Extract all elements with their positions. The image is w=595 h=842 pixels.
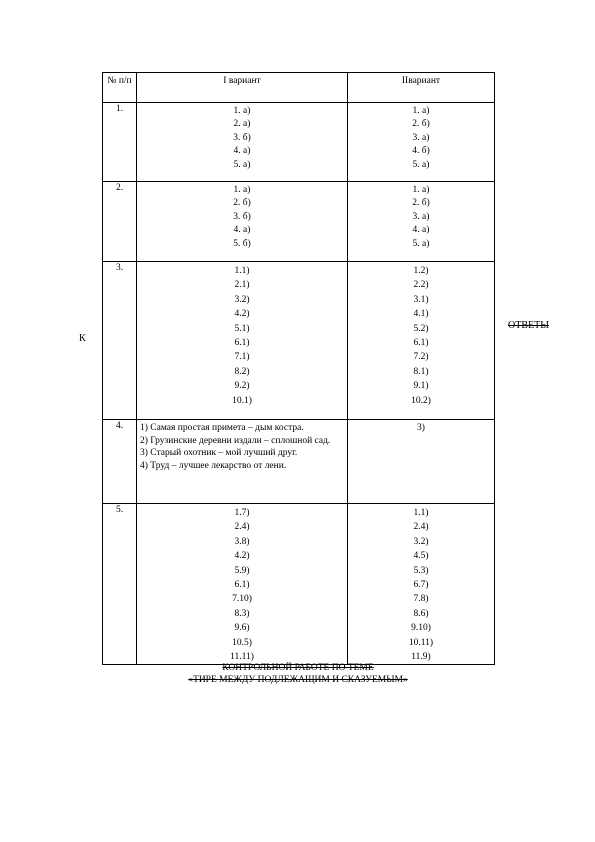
answer-item: 7.8) <box>413 594 429 605</box>
answer-item: 4. а) <box>233 146 251 157</box>
answer-item: 5. а) <box>233 159 251 170</box>
variant-2-cell <box>348 262 495 420</box>
answer-item: 2. а) <box>233 119 251 130</box>
answer-item: 1. а) <box>233 185 251 195</box>
answer-item: 1. а) <box>412 185 430 195</box>
sentence-item: 3) Старый охотник – мой лучший друг. <box>140 448 298 459</box>
answer-item: 5.1) <box>234 323 250 334</box>
answer-item: 11.9) <box>411 652 431 663</box>
answer-item: 6.7) <box>413 580 429 591</box>
answer-item: 2.4) <box>234 522 250 533</box>
answer-item: 3.1) <box>413 294 429 305</box>
answer-item: 11.11) <box>230 652 254 663</box>
answer-item: 5. а) <box>412 159 430 170</box>
answer-item: 7.1) <box>234 352 250 363</box>
answer-item: 4. б) <box>412 146 430 157</box>
answer-item: 5. б) <box>233 238 251 249</box>
answer-item: 3. б) <box>233 132 251 143</box>
answer-item: 10.2) <box>411 395 431 406</box>
variant-1-cell <box>137 262 348 420</box>
answer-item: 7.10) <box>232 594 252 605</box>
answer-item: 4. а) <box>412 225 430 236</box>
variant-1-cell <box>137 182 348 262</box>
answer-item: 5. а) <box>412 238 430 249</box>
answer-item: 4.2) <box>234 309 250 320</box>
answer-item: 3.8) <box>234 536 250 547</box>
answer-item: 1. а) <box>233 106 251 116</box>
answer-item: 9.1) <box>413 381 429 392</box>
sentence-item: 2) Грузинские деревни издали – сплошной сад. <box>140 435 331 446</box>
answer-item: 5.3) <box>413 565 429 576</box>
answer-item: 2. б) <box>412 198 430 209</box>
table-row <box>103 262 495 420</box>
answer-item: 5.2) <box>413 323 429 334</box>
table-row <box>103 182 495 262</box>
answer-item: 6.1) <box>234 338 250 349</box>
answer-item: 10.11) <box>408 637 434 648</box>
answer-item: 8.6) <box>413 608 429 619</box>
answer-item: 2.4) <box>413 522 429 533</box>
answer-list <box>348 182 494 251</box>
side-letter: К <box>79 333 86 344</box>
answer-item: 2. б) <box>233 198 251 209</box>
answer-item: 5.9) <box>234 565 250 576</box>
answer-item: 9.10) <box>411 623 431 634</box>
header-variant-2: IIвариант <box>348 73 495 103</box>
answer-list <box>137 262 347 408</box>
answer-item: 2. б) <box>412 119 430 130</box>
answer-item: 3. б) <box>233 211 251 222</box>
row-number: 5. <box>103 504 137 665</box>
answer-list <box>137 103 347 172</box>
answer-item: 3. а) <box>412 211 430 222</box>
answers-title: ОТВЕТЫ <box>508 320 549 331</box>
footer-line-1: КОНТРОЛЬНОЙ РАБОТЕ ПО ТЕМЕ <box>222 663 374 673</box>
header-number: № п/п <box>103 73 137 103</box>
answer-list <box>348 504 494 664</box>
variant-1-cell <box>137 420 348 504</box>
variant-2-cell <box>348 182 495 262</box>
answer-item: 3) <box>417 423 425 433</box>
answer-item: 1.1) <box>234 266 250 276</box>
sentence-item: 4) Труд – лучшее лекарство от лени. <box>140 460 287 471</box>
answer-item: 9.2) <box>234 381 250 392</box>
answer-item: 8.2) <box>234 366 250 377</box>
answer-list <box>348 103 494 172</box>
table-row <box>103 504 495 665</box>
answer-item: 3. а) <box>412 132 430 143</box>
answer-item: 3.2) <box>413 536 429 547</box>
answer-item: 7.2) <box>413 352 429 363</box>
header-variant-1: I вариант <box>137 73 348 103</box>
row-number: 1. <box>103 103 137 182</box>
answer-item: 6.1) <box>234 580 250 591</box>
answers-table <box>102 72 495 665</box>
answer-item: 4. а) <box>233 225 251 236</box>
sentence-item: 1) Самая простая примета – дым костра. <box>140 423 304 433</box>
row-number: 4. <box>103 420 137 504</box>
table-header-row <box>103 73 495 103</box>
answer-item: 4.1) <box>413 309 429 320</box>
footer-title <box>102 662 494 686</box>
answer-list <box>348 262 494 408</box>
answer-item: 2.1) <box>234 280 250 291</box>
answer-item: 8.3) <box>234 608 250 619</box>
answer-list <box>137 504 347 664</box>
answer-item: 10.5) <box>232 637 252 648</box>
answer-item: 10.1) <box>232 395 252 406</box>
table-row <box>103 103 495 182</box>
variant-2-cell <box>348 420 495 504</box>
footer-line-2: «ТИРЕ МЕЖДУ ПОДЛЕЖАЩИМ И СКАЗУЕМЫМ» <box>188 675 408 685</box>
answer-item: 9.6) <box>234 623 250 634</box>
answer-item: 1.2) <box>413 266 429 276</box>
answer-item: 3.2) <box>234 294 250 305</box>
variant-2-cell <box>348 504 495 665</box>
answer-item: 8.1) <box>413 366 429 377</box>
answer-item: 1.7) <box>234 508 250 518</box>
row-number: 2. <box>103 182 137 262</box>
answer-item: 6.1) <box>413 338 429 349</box>
answer-item: 1. а) <box>412 106 430 116</box>
variant-1-cell <box>137 504 348 665</box>
answer-list <box>137 182 347 251</box>
answer-item: 4.2) <box>234 551 250 562</box>
answer-item: 2.2) <box>413 280 429 291</box>
variant-1-cell <box>137 103 348 182</box>
row-number: 3. <box>103 262 137 420</box>
table-row <box>103 420 495 504</box>
sentence-list <box>137 420 347 472</box>
answer-item: 1.1) <box>413 508 429 518</box>
answer-item: 4.5) <box>413 551 429 562</box>
variant-2-cell <box>348 103 495 182</box>
